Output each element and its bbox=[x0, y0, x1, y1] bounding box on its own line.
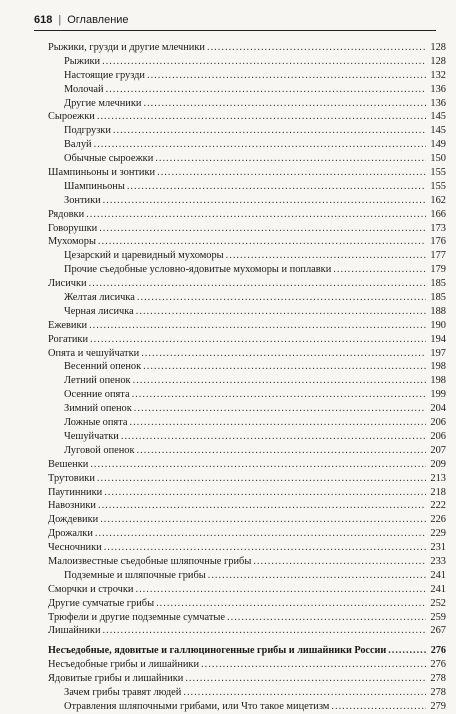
toc-entry bbox=[48, 110, 446, 124]
toc-page-number: 166 bbox=[430, 208, 446, 220]
toc-leader-dots bbox=[388, 644, 426, 658]
toc-leader-dots bbox=[331, 700, 426, 714]
toc-leader-dots bbox=[185, 672, 426, 686]
toc-leader-dots bbox=[137, 444, 426, 458]
toc-page-number: 176 bbox=[430, 236, 446, 248]
toc-subentry bbox=[48, 388, 446, 402]
toc-leader-dots bbox=[253, 555, 426, 569]
toc-entry bbox=[48, 208, 446, 222]
toc-page-number: 145 bbox=[430, 125, 446, 137]
toc-page-number: 209 bbox=[430, 458, 446, 470]
toc-entry-title: Желтая лисичка bbox=[64, 292, 135, 304]
toc-entry-title: Шампиньоны bbox=[64, 180, 125, 192]
toc-leader-dots bbox=[156, 597, 426, 611]
toc-entry-title: Лишайники bbox=[48, 625, 101, 637]
toc-entry bbox=[48, 513, 446, 527]
toc-entry bbox=[48, 555, 446, 569]
toc-page-number: 233 bbox=[430, 555, 446, 567]
toc-leader-dots bbox=[129, 416, 426, 430]
toc-subentry bbox=[48, 180, 446, 194]
toc-entry-title: Рядовки bbox=[48, 208, 85, 220]
toc-entry-title: Навозники bbox=[48, 500, 96, 512]
toc-leader-dots bbox=[157, 166, 426, 180]
toc-leader-dots bbox=[143, 97, 426, 111]
toc-leader-dots bbox=[183, 686, 426, 700]
toc-page-number: 241 bbox=[430, 583, 446, 595]
toc-entry-title: Малоизвестные съедобные шляпочные грибы bbox=[48, 555, 252, 567]
toc-entry bbox=[48, 597, 446, 611]
toc-subentry bbox=[48, 55, 446, 69]
toc-entry-title: Луговой опенок bbox=[64, 444, 135, 456]
toc-leader-dots bbox=[95, 527, 426, 541]
toc-page-number: 198 bbox=[430, 375, 446, 387]
toc-entry bbox=[48, 347, 446, 361]
toc-leader-dots bbox=[104, 486, 426, 500]
toc-page-number: 218 bbox=[430, 486, 446, 498]
toc-leader-dots bbox=[90, 333, 426, 347]
toc-leader-dots bbox=[207, 41, 426, 55]
toc-subentry bbox=[48, 83, 446, 97]
toc-leader-dots bbox=[94, 138, 426, 152]
toc-entry-title: Летний опенок bbox=[64, 375, 131, 387]
toc-entry-title: Настоящие грузди bbox=[64, 69, 145, 81]
toc-page-number: 278 bbox=[430, 673, 446, 685]
toc-leader-dots bbox=[98, 235, 426, 249]
toc-subentry bbox=[48, 374, 446, 388]
toc-subentry bbox=[48, 69, 446, 83]
toc-entry-title: Черная лисичка bbox=[64, 305, 134, 317]
toc-page-number: 213 bbox=[430, 472, 446, 484]
toc-subentry bbox=[48, 249, 446, 263]
toc-page-number: 222 bbox=[430, 500, 446, 512]
toc-page-number: 198 bbox=[430, 361, 446, 373]
toc-entry bbox=[48, 611, 446, 625]
toc-entry-title: Весенний опенок bbox=[64, 361, 142, 373]
toc-page-number: 188 bbox=[430, 305, 446, 317]
toc-entry bbox=[48, 472, 446, 486]
toc-page-number: 155 bbox=[430, 167, 446, 179]
toc-entry-title: Дождевики bbox=[48, 514, 99, 526]
header-rule bbox=[34, 30, 436, 31]
toc-entry-title: Сморчки и строчки bbox=[48, 583, 134, 595]
toc-page-number: 190 bbox=[430, 319, 446, 331]
toc-page-number: 197 bbox=[430, 347, 446, 359]
toc-entry-title: Дрожалки bbox=[48, 528, 93, 540]
toc-leader-dots bbox=[133, 374, 426, 388]
toc-page-number: 132 bbox=[430, 69, 446, 81]
toc-entry-title: Подземные и шляпочные грибы bbox=[64, 569, 206, 581]
toc-entry bbox=[48, 166, 446, 180]
toc-entry bbox=[48, 583, 446, 597]
toc-page-number: 128 bbox=[430, 55, 446, 67]
toc-entry-title: Валуй bbox=[64, 139, 92, 151]
toc-entry bbox=[48, 41, 446, 55]
toc-entry-title: Чешуйчатки bbox=[64, 430, 119, 442]
toc-entry-title: Трутовики bbox=[48, 472, 95, 484]
toc-page-number: 252 bbox=[430, 597, 446, 609]
toc-leader-dots bbox=[134, 402, 426, 416]
toc-page-number: 199 bbox=[430, 389, 446, 401]
toc-entry-title: Зонтики bbox=[64, 194, 101, 206]
toc-leader-dots bbox=[89, 277, 426, 291]
toc-page-number: 231 bbox=[430, 542, 446, 554]
toc-leader-dots bbox=[147, 69, 426, 83]
toc-entry-title: Рыжики bbox=[64, 55, 101, 67]
toc-leader-dots bbox=[226, 249, 426, 263]
toc-subentry bbox=[48, 360, 446, 374]
toc-leader-dots bbox=[104, 541, 426, 555]
toc-leader-dots bbox=[97, 472, 426, 486]
toc-entry bbox=[48, 541, 446, 555]
header-title: Оглавление bbox=[67, 14, 129, 26]
toc-section-heading bbox=[48, 644, 446, 658]
toc-entry bbox=[48, 624, 446, 638]
toc-page-number: 162 bbox=[430, 194, 446, 206]
toc-entry-title: Другие млечники bbox=[64, 97, 142, 109]
toc-entry-title: Прочие съедобные условно-ядовитые мухоморы и поплавки bbox=[64, 264, 332, 276]
toc-page-number: 276 bbox=[430, 659, 446, 671]
toc-subentry bbox=[48, 138, 446, 152]
toc-entry bbox=[48, 222, 446, 236]
toc-subentry bbox=[48, 263, 446, 277]
toc-page-number: 128 bbox=[430, 42, 446, 53]
toc-leader-dots bbox=[89, 319, 426, 333]
toc-leader-dots bbox=[97, 110, 426, 124]
toc-entry-title: Молочай bbox=[64, 83, 104, 95]
toc-page-number: 149 bbox=[430, 139, 446, 151]
toc-subentry bbox=[48, 686, 446, 700]
toc-page-number: 145 bbox=[430, 111, 446, 123]
toc-page-number: 267 bbox=[430, 625, 446, 637]
toc-entry-title: Зимний опенок bbox=[64, 403, 132, 415]
toc-page-number: 150 bbox=[430, 153, 446, 165]
toc-subentry bbox=[48, 97, 446, 111]
toc-entry-title: Несъедобные грибы и лишайники bbox=[48, 659, 200, 671]
toc-page-number: 155 bbox=[430, 180, 446, 192]
toc-leader-dots bbox=[103, 194, 426, 208]
toc-entry-title: Подгрузки bbox=[64, 125, 111, 137]
toc-leader-dots bbox=[99, 222, 426, 236]
toc-page-number: 241 bbox=[430, 569, 446, 581]
toc-page-number: 279 bbox=[430, 700, 446, 712]
toc-entry-title: Говорушки bbox=[48, 222, 98, 234]
toc-page-number: 206 bbox=[430, 417, 446, 429]
toc-leader-dots bbox=[201, 658, 426, 672]
toc-entry-title: Ежевики bbox=[48, 319, 88, 331]
toc-page-number: 177 bbox=[430, 250, 446, 262]
toc-page-number: 229 bbox=[430, 528, 446, 540]
toc-page-number: 136 bbox=[430, 83, 446, 95]
toc-leader-dots bbox=[106, 83, 426, 97]
toc-leader-dots bbox=[143, 360, 426, 374]
toc-page-number: 204 bbox=[430, 403, 446, 415]
toc-subentry bbox=[48, 291, 446, 305]
running-header bbox=[34, 14, 436, 36]
toc-subentry bbox=[48, 569, 446, 583]
toc-page-number: 278 bbox=[430, 686, 446, 698]
toc-page-number: 276 bbox=[430, 645, 446, 657]
toc-entry-title: Трюфели и другие подземные сумчатые bbox=[48, 611, 225, 623]
toc-entry bbox=[48, 319, 446, 333]
toc-entry bbox=[48, 486, 446, 500]
toc-entry-title: Обычные сыроежки bbox=[64, 153, 154, 165]
toc-entry-title: Цезарский и царевидный мухоморы bbox=[64, 250, 224, 262]
toc-subentry bbox=[48, 416, 446, 430]
toc-entry-title: Осенние опята bbox=[64, 389, 130, 401]
toc-leader-dots bbox=[136, 305, 426, 319]
toc-leader-dots bbox=[155, 152, 426, 166]
toc-leader-dots bbox=[102, 55, 426, 69]
toc-entry-title: Вешенки bbox=[48, 458, 89, 470]
toc-leader-dots bbox=[141, 347, 426, 361]
toc-subentry bbox=[48, 402, 446, 416]
toc-page-number: 136 bbox=[430, 97, 446, 109]
toc-leader-dots bbox=[113, 124, 426, 138]
toc-page-number: 226 bbox=[430, 514, 446, 526]
toc-leader-dots bbox=[90, 458, 426, 472]
toc-page-number: 206 bbox=[430, 430, 446, 442]
page-number: 618 bbox=[34, 14, 53, 26]
table-of-contents bbox=[48, 41, 446, 714]
toc-subentry bbox=[48, 124, 446, 138]
toc-page-number: 179 bbox=[430, 264, 446, 276]
toc-leader-dots bbox=[100, 513, 426, 527]
toc-subentry bbox=[48, 152, 446, 166]
header-separator: | bbox=[58, 14, 62, 26]
toc-entry-title: Шампиньоны и зонтики bbox=[48, 167, 156, 179]
toc-page-number: 194 bbox=[430, 333, 446, 345]
toc-entry bbox=[48, 277, 446, 291]
toc-leader-dots bbox=[135, 583, 426, 597]
toc-subentry bbox=[48, 700, 446, 714]
toc-page-number: 185 bbox=[430, 278, 446, 290]
toc-entry-title: Ядовитые грибы и лишайники bbox=[48, 673, 184, 685]
toc-subentry bbox=[48, 430, 446, 444]
toc-entry-title: Зачем грибы травят людей bbox=[64, 686, 182, 698]
toc-page-number: 207 bbox=[430, 444, 446, 456]
toc-page-number: 259 bbox=[430, 611, 446, 623]
toc-entry-title: Отравления шляпочными грибами, или Что такое мицетизм bbox=[64, 700, 330, 712]
toc-entry bbox=[48, 672, 446, 686]
toc-entry-title: Лисички bbox=[48, 278, 87, 290]
toc-leader-dots bbox=[127, 180, 426, 194]
toc-page-number: 173 bbox=[430, 222, 446, 234]
toc-leader-dots bbox=[86, 208, 426, 222]
toc-entry-title: Сыроежки bbox=[48, 111, 95, 123]
toc-leader-dots bbox=[132, 388, 426, 402]
toc-entry bbox=[48, 333, 446, 347]
toc-entry-title: Паутинники bbox=[48, 486, 103, 498]
toc-leader-dots bbox=[103, 624, 426, 638]
toc-entry-title: Ложные опята bbox=[64, 417, 128, 429]
toc-entry-title: Мухоморы bbox=[48, 236, 96, 248]
toc-entry bbox=[48, 499, 446, 513]
toc-entry bbox=[48, 235, 446, 249]
toc-entry bbox=[48, 658, 446, 672]
toc-subentry bbox=[48, 305, 446, 319]
toc-leader-dots bbox=[227, 611, 426, 625]
toc-subentry bbox=[48, 444, 446, 458]
toc-subentry bbox=[48, 194, 446, 208]
toc-page-number: 185 bbox=[430, 292, 446, 304]
toc-entry-title: Несъедобные, ядовитые и галлюциногенные грибы и лишайники России bbox=[48, 645, 387, 657]
toc-leader-dots bbox=[98, 499, 426, 513]
toc-leader-dots bbox=[121, 430, 426, 444]
toc-entry bbox=[48, 527, 446, 541]
toc-leader-dots bbox=[137, 291, 426, 305]
toc-leader-dots bbox=[333, 263, 426, 277]
toc-entry-title: Рогатики bbox=[48, 333, 89, 345]
toc-entry-title: Чесночники bbox=[48, 542, 102, 554]
toc-entry-title: Другие сумчатые грибы bbox=[48, 597, 155, 609]
toc-entry bbox=[48, 458, 446, 472]
toc-leader-dots bbox=[208, 569, 426, 583]
toc-entry-title: Опята и чешуйчатки bbox=[48, 347, 140, 359]
toc-entry-title: Рыжики, грузди и другие млечники bbox=[48, 42, 205, 53]
